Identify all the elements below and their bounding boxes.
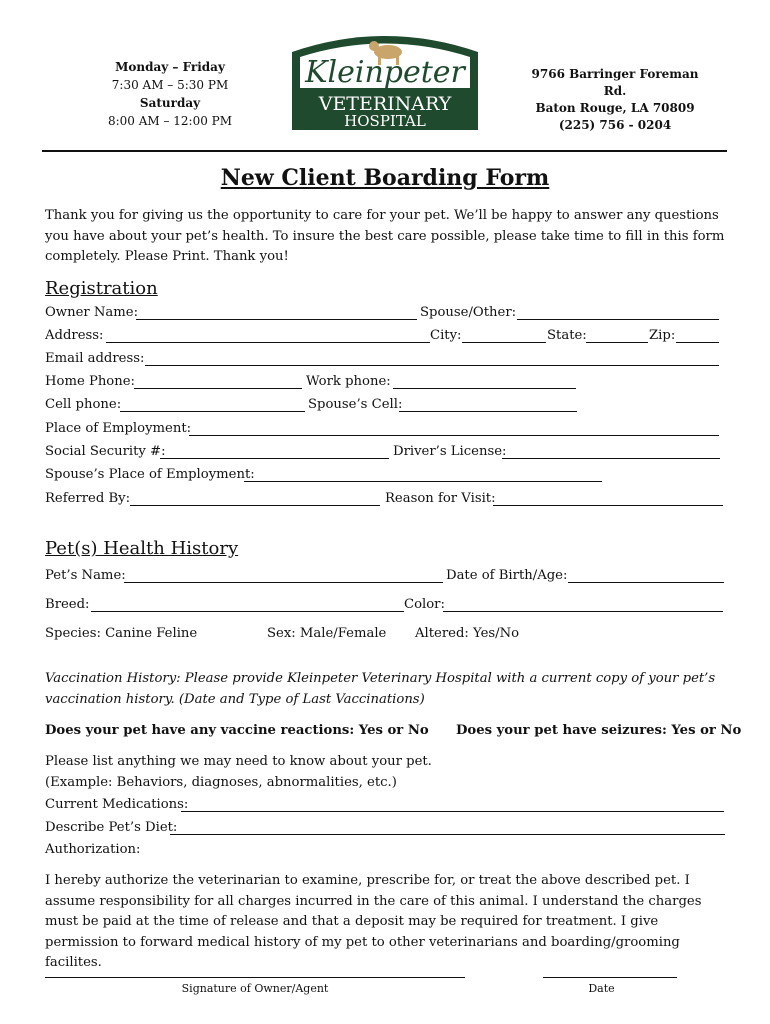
city-field[interactable] xyxy=(462,342,546,343)
breed-label: Breed: xyxy=(45,597,90,612)
date-caption: Date xyxy=(588,982,615,995)
color-field[interactable] xyxy=(443,611,723,612)
form-title: New Client Boarding Form xyxy=(220,165,550,191)
spouse-cell-field[interactable] xyxy=(399,411,577,412)
email-label: Email address: xyxy=(45,351,145,366)
ssn-label: Social Security #: xyxy=(45,444,166,459)
license-label: Driver’s License: xyxy=(393,444,507,459)
medications-field[interactable] xyxy=(181,811,724,812)
spouse-employment-label: Spouse’s Place of Employment: xyxy=(45,467,255,482)
home-phone-label: Home Phone: xyxy=(45,374,135,389)
referred-by-label: Referred By: xyxy=(45,491,131,506)
zip-field[interactable] xyxy=(676,342,719,343)
city-label: City: xyxy=(430,328,462,343)
intro-text: Thank you for giving us the opportunity to care for your pet. We’ll be happy to answer any questions you have about your pet’s health. To insure the best care possible, please take time to fill in this form completely. Please Print. Thank you! xyxy=(45,208,725,264)
authorization-label: Authorization: xyxy=(45,842,141,857)
owner-signature-field[interactable] xyxy=(45,977,465,978)
altered-option[interactable]: Altered: Yes/No xyxy=(415,626,520,641)
owner-signature-caption: Signature of Owner/Agent xyxy=(181,982,329,995)
owner-name-field[interactable] xyxy=(136,319,417,320)
dob-field[interactable] xyxy=(568,582,724,583)
zip-label: Zip: xyxy=(649,328,676,343)
employment-label: Place of Employment: xyxy=(45,421,192,436)
cell-phone-label: Cell phone: xyxy=(45,397,122,412)
ssn-field[interactable] xyxy=(160,458,389,459)
reason-field[interactable] xyxy=(493,505,723,506)
state-field[interactable] xyxy=(586,342,648,343)
header-divider xyxy=(42,150,727,152)
medications-label: Current Medications: xyxy=(45,797,189,812)
health-heading: Pet(s) Health History xyxy=(45,538,239,559)
date-field[interactable] xyxy=(543,977,677,978)
vaccination-note: Vaccination History: Please provide Kleinpeter Veterinary Hospital with a current copy of your pet’s vaccination history. (Date and Type of Last Vaccinations) xyxy=(45,671,716,707)
employment-field[interactable] xyxy=(189,435,719,436)
spouse-cell-label: Spouse’s Cell: xyxy=(308,397,403,412)
sex-option[interactable]: Sex: Male/Female xyxy=(267,626,387,641)
breed-field[interactable] xyxy=(91,611,404,612)
logo-script: Kleinpeter xyxy=(305,55,465,90)
spouse-other-field[interactable] xyxy=(517,319,719,320)
pet-name-field[interactable] xyxy=(124,582,443,583)
list-example: (Example: Behaviors, diagnoses, abnormalities, etc.) xyxy=(45,775,397,790)
diet-field[interactable] xyxy=(170,834,725,835)
hours-saturday-time: 8:00 AM – 12:00 PM xyxy=(107,114,233,128)
hours-weekday-label: Monday – Friday xyxy=(115,60,225,74)
referred-by-field[interactable] xyxy=(130,505,380,506)
spouse-employment-field[interactable] xyxy=(244,481,602,482)
work-phone-label: Work phone: xyxy=(306,374,391,389)
species-option[interactable]: Species: Canine Feline xyxy=(45,626,198,641)
vaccine-reactions-question[interactable]: Does your pet have any vaccine reactions: Yes or No xyxy=(45,723,429,738)
owner-name-label: Owner Name: xyxy=(45,305,139,320)
home-phone-field[interactable] xyxy=(134,388,302,389)
license-field[interactable] xyxy=(502,458,720,459)
logo-line1: VETERINARY xyxy=(318,93,452,115)
color-label: Color: xyxy=(404,597,445,612)
hours-saturday-label: Saturday xyxy=(139,96,201,110)
authorization-text: I hereby authorize the veterinarian to examine, prescribe for, or treat the above described pet. I assume responsibility for all charges incurred in the care of this animal. I understand the charges must be paid at the time of release and that a deposit may be required for treatment. I give permission to forward medical history of my pet to other veterinarians and boarding/grooming facilites. xyxy=(45,873,702,970)
seizures-question[interactable]: Does your pet have seizures: Yes or No xyxy=(456,723,742,738)
spouse-other-label: Spouse/Other: xyxy=(420,305,517,320)
hours-weekday-time: 7:30 AM – 5:30 PM xyxy=(111,78,229,92)
clinic-logo xyxy=(290,22,480,132)
cell-phone-field[interactable] xyxy=(120,411,305,412)
list-instructions: Please list anything we may need to know about your pet. xyxy=(45,754,432,769)
office-hours xyxy=(90,58,250,130)
dob-label: Date of Birth/Age: xyxy=(446,568,568,583)
work-phone-field[interactable] xyxy=(393,388,576,389)
diet-label: Describe Pet’s Diet: xyxy=(45,820,178,835)
address-street: 9766 Barringer Foreman Rd. xyxy=(531,67,699,98)
registration-heading: Registration xyxy=(45,278,158,299)
address-phone: (225) 756 - 0204 xyxy=(558,118,672,132)
email-field[interactable] xyxy=(145,365,719,366)
address-label: Address: xyxy=(45,328,104,343)
clinic-address xyxy=(520,66,710,134)
address-field[interactable] xyxy=(106,342,430,343)
pet-name-label: Pet’s Name: xyxy=(45,568,126,583)
logo-line2: HOSPITAL xyxy=(344,112,426,130)
reason-label: Reason for Visit: xyxy=(385,491,496,506)
state-label: State: xyxy=(547,328,587,343)
address-city: Baton Rouge, LA 70809 xyxy=(535,101,695,115)
